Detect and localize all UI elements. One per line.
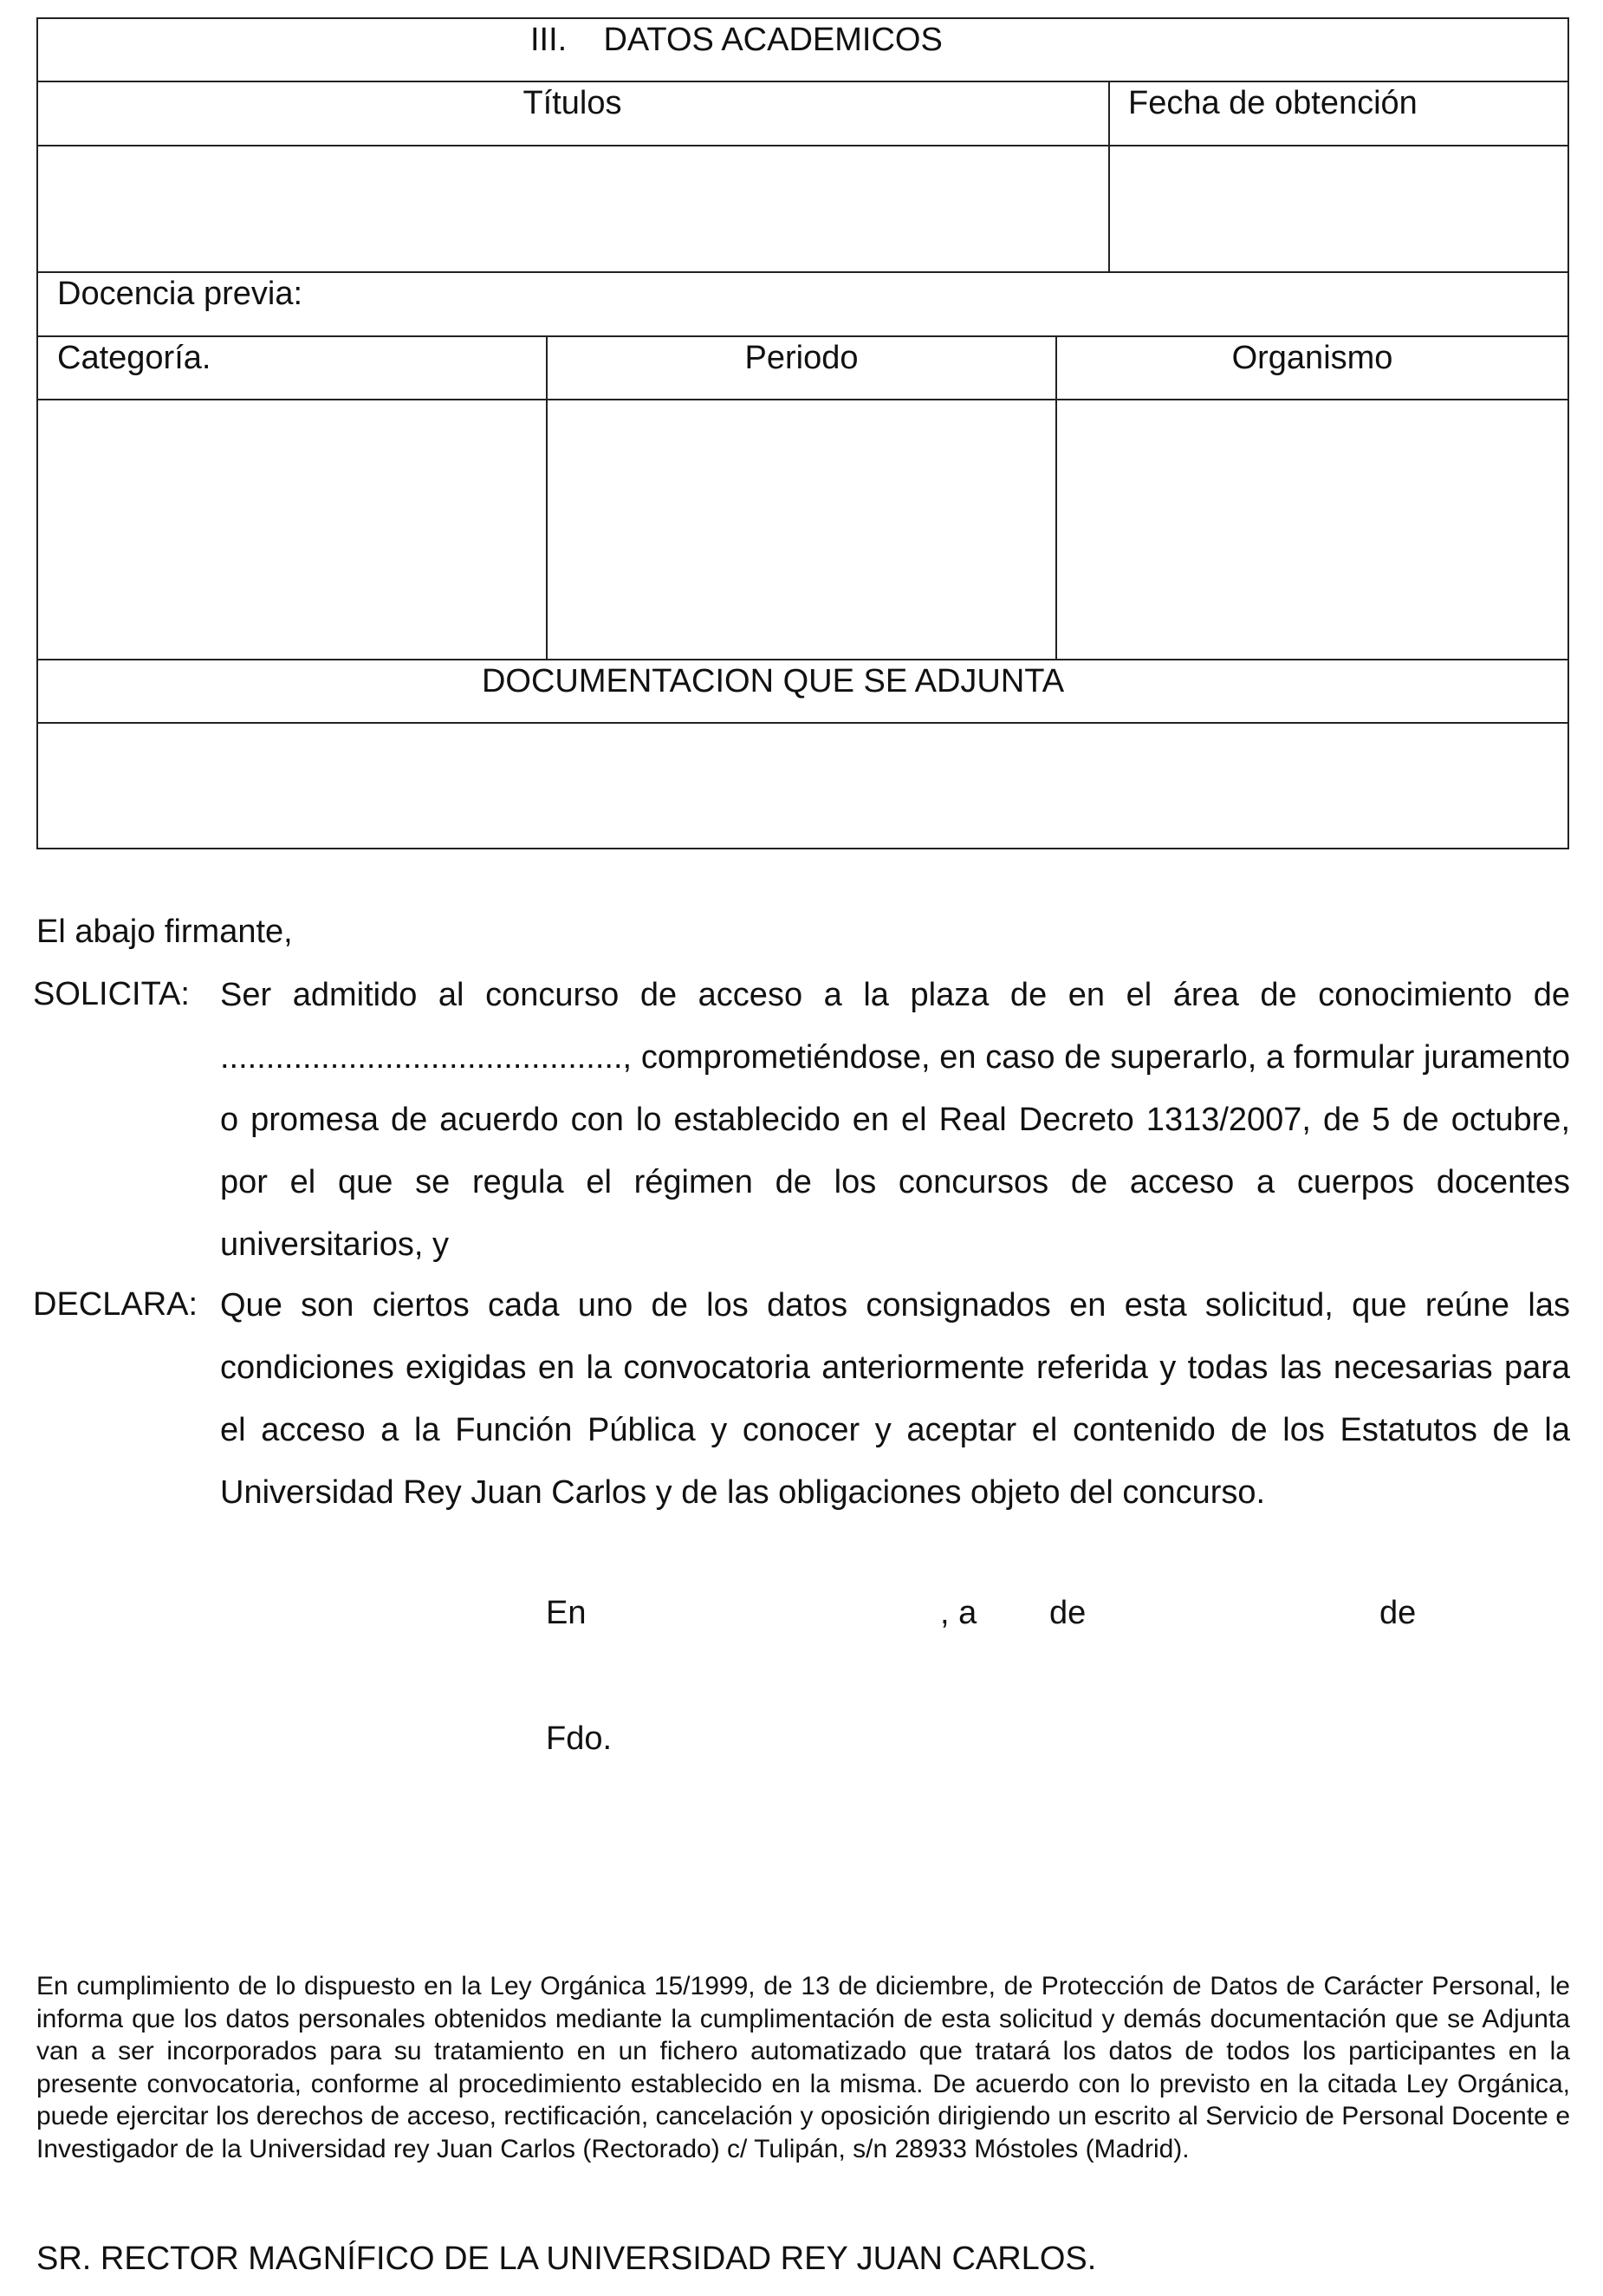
date-de-1: de xyxy=(1049,1595,1087,1631)
periodo-input-cell[interactable] xyxy=(548,400,1055,659)
academic-data-table xyxy=(36,17,1569,849)
documentacion-header: DOCUMENTACION QUE SE ADJUNTA xyxy=(481,663,1065,699)
table-border-top xyxy=(36,17,1569,19)
solicita-text: Ser admitido al concurso de acceso a la plaza de en el área de conocimiento de ............................................, comprometiéndose, en caso de superarlo, a formular juramento o promesa de acuerdo con lo establecido en el Real Decreto 1313/2007, de 5 de octubre, por el que se regula el régimen de los concursos de acceso a cuerpos docentes universitarios, y xyxy=(220,977,1570,1263)
column-header-periodo: Periodo xyxy=(744,340,859,376)
place-en: En xyxy=(546,1595,587,1631)
solicita-label: SOLICITA: xyxy=(33,976,190,1012)
intro-text: El abajo firmante, xyxy=(36,914,293,950)
titulos-input-cell[interactable] xyxy=(38,146,1108,271)
signature-fdo: Fdo. xyxy=(546,1720,613,1757)
table-rule xyxy=(36,659,1569,660)
date-a: , a xyxy=(940,1595,977,1631)
table-rule xyxy=(36,271,1569,273)
docencia-previa-label: Docencia previa: xyxy=(57,276,303,312)
table-border-bottom xyxy=(36,848,1569,849)
privacy-notice: En cumplimiento de lo dispuesto en la Ley Orgánica 15/1999, de 13 de diciembre, de Protección de Datos de Carácter Personal, le informa que los datos personales obtenidos mediante la cumplimentación de esta solicitud y demás documentación que se Adjunta van a ser incorporados para su tratamiento en un fichero automatizado que tratará los datos de todos los participantes en la presente convocatoria, conforme al procedimiento establecido en la misma. De acuerdo con lo previsto en la citada Ley Orgánica, puede ejercitar los derechos de acceso, rectificación, cancelación y oposición dirigiendo un escrito al Servicio de Personal Docente e Investigador de la Universidad rey Juan Carlos (Rectorado) c/ Tulipán, s/n 28933 Móstoles (Madrid). xyxy=(36,1972,1570,2163)
organismo-input-cell[interactable] xyxy=(1057,400,1567,659)
table-border-right xyxy=(1567,17,1569,849)
column-header-organismo: Organismo xyxy=(1231,340,1393,376)
column-header-fecha: Fecha de obtención xyxy=(1128,85,1418,121)
column-header-titulos: Títulos xyxy=(522,85,622,121)
section-header: III. DATOS ACADEMICOS xyxy=(530,22,943,58)
table-rule xyxy=(36,335,1569,337)
column-header-categoria: Categoría. xyxy=(57,340,211,376)
declara-text: Que son ciertos cada uno de los datos consignados en esta solicitud, que reúne las condiciones exigidas en la convocatoria anteriormente referida y todas las necesarias para el acceso a la Función Pública y conocer y aceptar el contenido de los Estatutos de la Universidad Rey Juan Carlos y de las obligaciones objeto del concurso. xyxy=(220,1287,1570,1511)
table-rule xyxy=(36,81,1569,82)
date-de-2: de xyxy=(1379,1595,1417,1631)
recipient-line: SR. RECTOR MAGNÍFICO DE LA UNIVERSIDAD REY JUAN CARLOS. xyxy=(36,2241,1097,2277)
declara-label: DECLARA: xyxy=(33,1286,198,1323)
categoria-input-cell[interactable] xyxy=(38,400,546,659)
fecha-input-cell[interactable] xyxy=(1110,146,1567,271)
documentacion-input-cell[interactable] xyxy=(38,724,1567,848)
